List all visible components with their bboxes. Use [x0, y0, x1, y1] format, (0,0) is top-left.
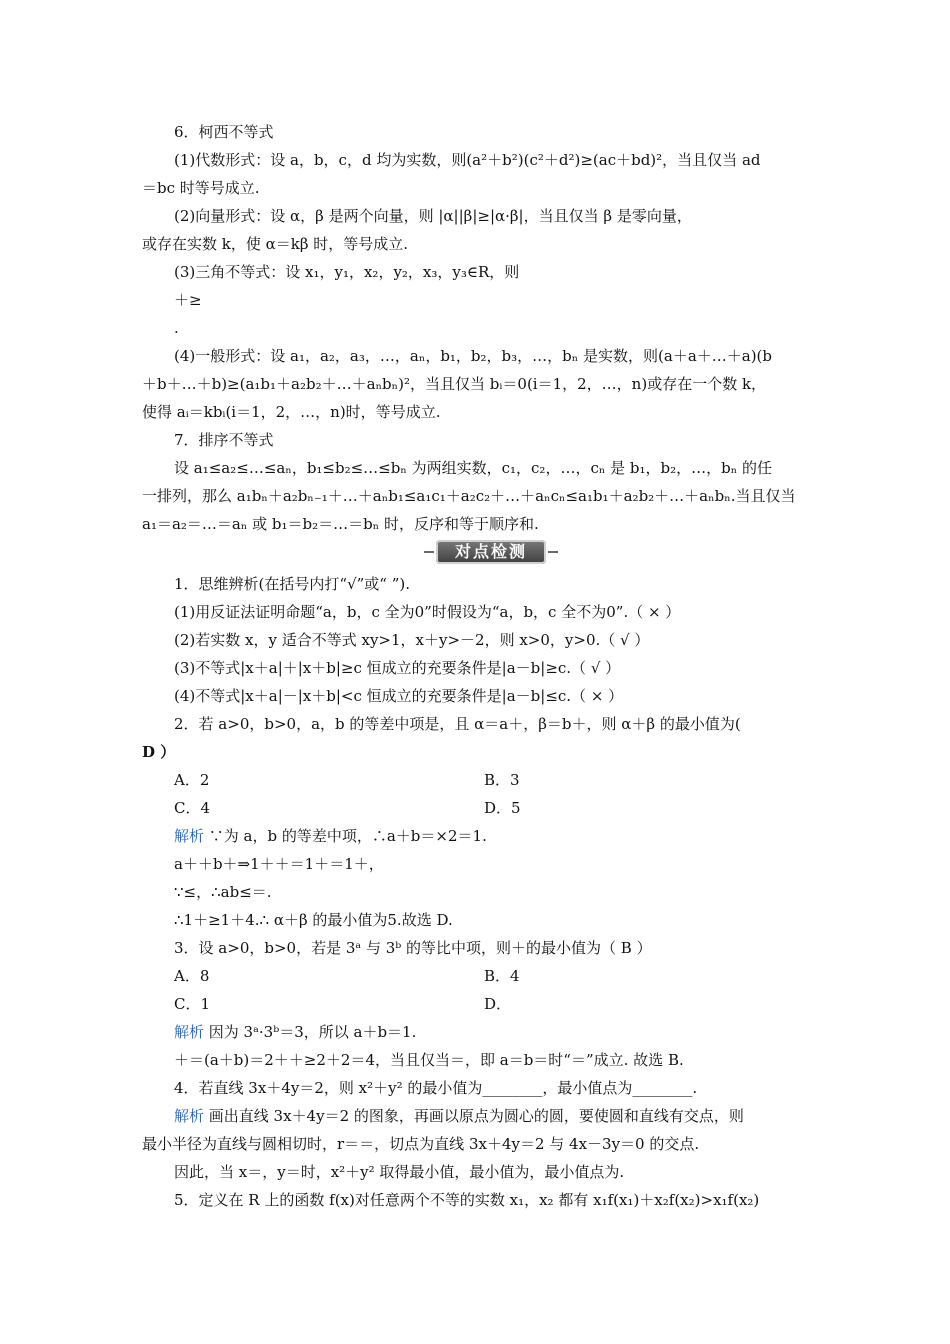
text-line: ＋b＋…＋b)≥(a₁b₁＋a₂b₂＋…＋aₙbₙ)²，当且仅当 bᵢ＝0(i＝1，2，…，n)或存在一个数 k，: [142, 375, 767, 393]
solution-line: a＋＋b＋⇒1＋＋＝1＋＝1＋，: [174, 855, 384, 873]
text-line: ＋≥: [174, 291, 202, 309]
text-line: 使得 aᵢ＝kbᵢ(i＝1，2，…，n)时，等号成立.: [142, 403, 441, 421]
solution-line: ∵≤，∴ab≤＝.: [174, 883, 272, 901]
question-1-item: (4)不等式|x＋a|－|x＋b|<c 恒成立的充要条件是|a－b|≤c.（ × ）: [174, 687, 624, 705]
question-2: 2．若 a>0，b>0，a，b 的等差中项是，且 α＝a＋，β＝b＋，则 α＋β 的最小值为(: [174, 715, 741, 733]
option-c: C．1: [174, 995, 211, 1013]
option-a: A．2: [174, 771, 210, 789]
solution-line: ＋＝(a＋b)＝2＋＋≥2＋2＝4，当且仅当＝，即 a＝b＝时“＝”成立. 故选 B.: [174, 1051, 684, 1069]
text-line: (1)代数形式：设 a，b，c，d 均为实数，则(a²＋b²)(c²＋d²)≥(ac＋bd)²，当且仅当 ad: [174, 151, 761, 169]
option-d: D．: [484, 995, 512, 1013]
text-line: (3)三角不等式：设 x₁，y₁，x₂，y₂，x₃，y₃∈R，则: [174, 263, 520, 281]
section-6-heading: 6．柯西不等式: [174, 123, 274, 141]
solution-line: [174, 825, 844, 847]
text-line: 或存在实数 k，使 α＝kβ 时，等号成立.: [142, 235, 409, 253]
section-banner: 对点检测: [436, 540, 546, 564]
question-5: 5．定义在 R 上的函数 f(x)对任意两个不等的实数 x₁，x₂ 都有 x₁f(x₁)＋x₂f(x₂)>x₁f(x₂): [174, 1191, 760, 1209]
solution-tag: 解析: [174, 827, 205, 845]
solution-line: [174, 1021, 844, 1043]
question-1: 1．思维辨析(在括号内打“√”或“ ”).: [174, 575, 411, 593]
question-3: 3．设 a>0，b>0，若是 3ᵃ 与 3ᵇ 的等比中项，则＋的最小值为（ B ）: [174, 939, 652, 957]
text-line: (4)一般形式：设 a₁，a₂，a₃，…，aₙ，b₁，b₂，b₃，…，bₙ 是实数，则(a＋a＋…＋a)(b: [174, 347, 773, 365]
text-line: .: [174, 319, 179, 337]
option-a: A．8: [174, 967, 210, 985]
solution-line: ∴1＋≥1＋4.∴ α＋β 的最小值为5.故选 D.: [174, 911, 453, 929]
solution-text: 因为 3ᵃ·3ᵇ＝3，所以 a＋b＝1.: [204, 1023, 417, 1041]
solution-line: [174, 1105, 844, 1127]
question-2-answer: D ）: [142, 743, 176, 761]
solution-line: 因此，当 x＝，y＝时，x²＋y² 取得最小值，最小值为，最小值点为.: [174, 1163, 625, 1181]
solution-tag: 解析: [174, 1107, 205, 1125]
question-1-item: (3)不等式|x＋a|＋|x＋b|≥c 恒成立的充要条件是|a－b|≥c.（ √ ）: [174, 659, 621, 677]
question-1-item: (1)用反证法证明命题“a，b，c 全为0”时假设为“a，b，c 全不为0”.（ × ）: [174, 603, 681, 621]
solution-text: ∵为 a，b 的等差中项，∴a＋b＝×2＝1.: [204, 827, 487, 845]
solution-tag: 解析: [174, 1023, 205, 1041]
option-b: B．4: [484, 967, 520, 985]
text-line: ＝bc 时等号成立.: [142, 179, 260, 197]
text-line: 一排列，那么 a₁bₙ＋a₂bₙ₋₁＋…＋aₙb₁≤a₁c₁＋a₂c₂＋…＋aₙcₙ≤a₁b₁＋a₂b₂＋…＋aₙbₙ.当且仅当: [142, 487, 796, 505]
option-c: C．4: [174, 799, 211, 817]
solution-line: 最小半径为直线与圆相切时，r＝＝，切点为直线 3x＋4y＝2 与 4x－3y＝0 的交点.: [142, 1135, 700, 1153]
solution-text: 画出直线 3x＋4y＝2 的图象，再画以原点为圆心的圆，要使圆和直线有交点，则: [204, 1107, 744, 1125]
option-d: D．5: [484, 799, 521, 817]
question-1-item: (2)若实数 x，y 适合不等式 xy>1，x＋y>－2，则 x>0，y>0.（ √ ）: [174, 631, 650, 649]
option-b: B．3: [484, 771, 520, 789]
question-4: 4．若直线 3x＋4y＝2，则 x²＋y² 的最小值为________，最小值点为________.: [174, 1079, 698, 1097]
text-line: a₁＝a₂＝…＝aₙ 或 b₁＝b₂＝…＝bₙ 时，反序和等于顺序和.: [142, 515, 539, 533]
section-7-heading: 7．排序不等式: [174, 431, 274, 449]
text-line: (2)向量形式：设 α，β 是两个向量，则 |α||β|≥|α·β|，当且仅当 β 是零向量，: [174, 207, 692, 225]
text-line: 设 a₁≤a₂≤…≤aₙ，b₁≤b₂≤…≤bₙ 为两组实数，c₁，c₂，…，cₙ 是 b₁，b₂，…，bₙ 的任: [174, 459, 772, 477]
